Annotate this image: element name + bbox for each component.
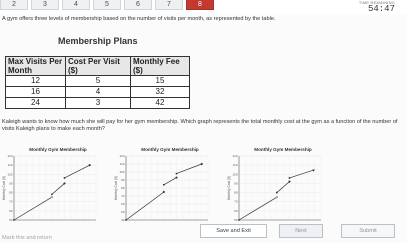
question-nav-button[interactable]: 7 — [155, 0, 183, 10]
data-point — [163, 191, 165, 193]
save-exit-button[interactable]: Save and Exit — [200, 224, 267, 238]
data-point — [51, 194, 53, 196]
table-row — [6, 76, 190, 87]
data-point — [176, 177, 178, 179]
table-cell: 42 — [131, 98, 190, 109]
question-text: A gym offers three levels of membership based on the number of visits per month, as represented by the table. — [2, 16, 276, 22]
table-cell: 4 — [66, 87, 131, 98]
table-row — [6, 98, 190, 109]
data-point — [289, 181, 291, 183]
y-tick-label: 70 — [9, 199, 13, 204]
timer — [359, 0, 395, 14]
header-cost-per-visit: Cost Per Visit ($) — [66, 57, 131, 76]
y-tick-label: 90 — [121, 178, 125, 182]
y-tick-label: 50 — [121, 210, 125, 214]
y-tick-label: 60 — [234, 208, 238, 213]
y-tick-label: 80 — [121, 186, 125, 190]
y-tick-label: 40 — [121, 218, 125, 222]
answer-graph-b[interactable] — [114, 146, 214, 224]
answer-graph-a[interactable] — [2, 146, 102, 224]
chart-title: Monthly Gym Membership — [29, 147, 87, 152]
answer-graph-c[interactable] — [227, 146, 327, 224]
question-nav-button[interactable]: 2 — [0, 0, 28, 10]
y-tick-label: 80 — [9, 190, 13, 195]
y-tick-label: 50 — [234, 218, 238, 222]
data-point — [238, 219, 240, 221]
table-cell: 16 — [6, 87, 66, 98]
y-tick-label: 110 — [232, 163, 238, 168]
table-cell: 24 — [6, 98, 66, 109]
timer-value: 54:47 — [367, 4, 395, 14]
top-bar — [0, 0, 407, 14]
y-tick-label: 70 — [234, 199, 238, 204]
graph-svg — [114, 146, 214, 224]
data-point — [89, 164, 91, 166]
data-point — [64, 183, 66, 185]
data-point — [276, 196, 278, 198]
y-tick-label: 120 — [7, 154, 13, 158]
question-nav-button[interactable]: 5 — [93, 0, 121, 10]
table-cell: 32 — [131, 87, 190, 98]
chart-title: Monthly Gym Membership — [254, 147, 312, 152]
next-button[interactable]: Next — [279, 224, 323, 238]
table-header-row — [6, 57, 190, 76]
chart-title: Monthly Gym Membership — [141, 147, 199, 152]
y-tick-label: 110 — [7, 163, 13, 168]
y-tick-label: 60 — [121, 202, 125, 206]
membership-table — [5, 56, 190, 109]
data-point — [289, 177, 291, 179]
table-cell: 3 — [66, 98, 131, 109]
data-point — [51, 196, 53, 198]
y-tick-label: 100 — [119, 170, 125, 174]
y-tick-label: 100 — [232, 172, 238, 177]
timer-label: TIME REMAINING — [358, 0, 395, 5]
y-tick-label: 90 — [9, 181, 13, 186]
y-tick-label: 120 — [119, 154, 125, 158]
table-cell: 15 — [131, 76, 190, 87]
data-point — [276, 192, 278, 194]
header-monthly-fee: Monthly Fee ($) — [131, 57, 190, 76]
submit-button[interactable]: Submit — [341, 224, 395, 238]
y-tick-label: 110 — [119, 162, 125, 166]
prompt-text: Kaleigh wants to know how much she will pay for her gym membership. Which graph represents the total monthly cost at the gym as a function of the number of visits Kaleigh plans to make each month? — [2, 119, 398, 132]
y-tick-label: 100 — [7, 172, 13, 177]
y-axis-label: Monthly Cost ($) — [2, 175, 6, 201]
table-title: Membership Plans — [58, 36, 138, 46]
table-cell: 5 — [66, 76, 131, 87]
y-tick-label: 90 — [234, 181, 238, 186]
data-point — [163, 184, 165, 186]
mark-and-return-link[interactable]: Mark this and return — [2, 235, 52, 241]
graph-svg — [227, 146, 327, 224]
header-max-visits: Max Visits Per Month — [6, 57, 66, 76]
y-axis-label: Monthly Cost ($) — [114, 175, 118, 201]
y-tick-label: 60 — [9, 208, 13, 213]
data-point — [201, 163, 203, 165]
y-tick-label: 80 — [234, 190, 238, 195]
data-point — [64, 177, 66, 179]
data-point — [13, 219, 15, 221]
question-nav-button[interactable]: 3 — [31, 0, 59, 10]
y-tick-label: 50 — [9, 218, 13, 222]
question-nav-button[interactable]: 8 — [186, 0, 214, 10]
question-nav-button[interactable]: 6 — [124, 0, 152, 10]
table-cell: 12 — [6, 76, 66, 87]
question-nav-button[interactable]: 4 — [62, 0, 90, 10]
y-tick-label: 120 — [232, 154, 238, 158]
data-point — [176, 173, 178, 175]
table-row — [6, 87, 190, 98]
y-axis-label: Monthly Cost ($) — [227, 175, 231, 201]
question-nav — [0, 0, 217, 10]
y-tick-label: 70 — [121, 194, 125, 198]
data-point — [125, 219, 127, 221]
graph-svg — [2, 146, 102, 224]
